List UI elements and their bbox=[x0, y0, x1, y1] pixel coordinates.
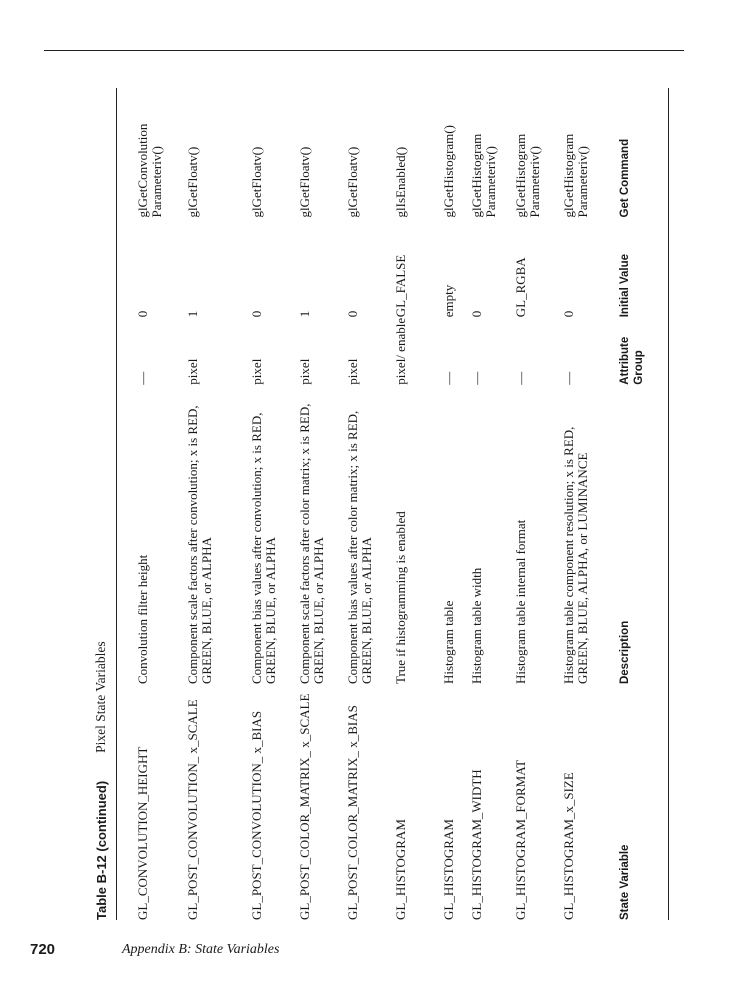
cell-attribute-group: pixel bbox=[249, 358, 264, 385]
cell-description: Component scale factors after convolution; x is RED, GREEN, BLUE, or ALPHA bbox=[185, 405, 214, 685]
rotated-table-region bbox=[88, 80, 670, 920]
table-bottom-rule bbox=[116, 88, 117, 920]
cell-get-command: glGetFloatv() bbox=[297, 146, 312, 218]
cell-description: Histogram table internal format bbox=[513, 519, 528, 685]
table-row bbox=[186, 88, 250, 920]
cell-state-variable: GL_HISTOGRAM_x_SIZE bbox=[561, 772, 576, 920]
header-row bbox=[618, 88, 658, 920]
cell-attribute-group: pixel bbox=[185, 358, 200, 385]
table-row bbox=[442, 88, 470, 920]
pixel-state-table bbox=[136, 88, 658, 920]
cell-attribute-group: — bbox=[513, 371, 528, 385]
cell-description: Component scale factors after color matrix; x is RED, GREEN, BLUE, or ALPHA bbox=[297, 403, 326, 685]
cell-state-variable: GL_HISTOGRAM_FORMAT bbox=[513, 759, 528, 920]
table-top-rule bbox=[668, 88, 669, 920]
table-row bbox=[298, 88, 346, 920]
header-description: Description bbox=[619, 620, 631, 685]
cell-get-command: glGetFloatv() bbox=[185, 146, 200, 218]
cell-description: Convolution filter height bbox=[135, 554, 150, 685]
table-body bbox=[136, 88, 618, 920]
table-label: Table B-12 (continued) bbox=[93, 780, 109, 920]
table-title: Pixel State Variables bbox=[93, 641, 108, 753]
cell-initial-value: empty bbox=[441, 284, 456, 318]
cell-attribute-group: pixel bbox=[345, 358, 360, 385]
cell-initial-value: 1 bbox=[297, 310, 312, 318]
table-row bbox=[562, 88, 618, 920]
cell-get-command: glGetHistogram Parameteriv() bbox=[469, 133, 498, 218]
cell-initial-value: GL_FALSE bbox=[393, 254, 408, 318]
table-header bbox=[618, 88, 658, 920]
cell-description: Histogram table bbox=[441, 600, 456, 685]
cell-get-command: glIsEnabled() bbox=[393, 146, 408, 218]
cell-attribute-group: pixel bbox=[297, 358, 312, 385]
cell-state-variable: GL_HISTOGRAM bbox=[441, 819, 456, 920]
table-caption bbox=[88, 641, 114, 920]
cell-state-variable: GL_POST_COLOR_MATRIX_ x_BIAS bbox=[345, 705, 360, 920]
cell-description: Histogram table component resolution; x is RED, GREEN, BLUE, ALPHA, or LUMINANCE bbox=[561, 426, 590, 685]
cell-state-variable: GL_HISTOGRAM_WIDTH bbox=[469, 769, 484, 920]
page-number: 720 bbox=[30, 941, 56, 958]
cell-initial-value: 0 bbox=[345, 310, 360, 318]
table-row bbox=[470, 88, 514, 920]
cell-get-command: glGetHistogram() bbox=[441, 125, 456, 218]
cell-state-variable: GL_POST_CONVOLUTION_ x_SCALE bbox=[185, 699, 200, 920]
page-top-rule bbox=[44, 50, 684, 51]
cell-initial-value: GL_RGBA bbox=[513, 257, 528, 318]
header-attribute-group: Attribute Group bbox=[619, 336, 645, 385]
cell-attribute-group: — bbox=[441, 371, 456, 385]
cell-state-variable: GL_POST_COLOR_MATRIX_ x_SCALE bbox=[297, 693, 312, 920]
cell-initial-value: 0 bbox=[249, 310, 264, 318]
cell-attribute-group: — bbox=[561, 371, 576, 385]
header-get-command: Get Command bbox=[619, 138, 631, 218]
cell-description: Component bias values after color matrix; x is RED, GREEN, BLUE, or ALPHA bbox=[345, 410, 374, 685]
cell-get-command: glGetConvolution Parameteriv() bbox=[135, 123, 164, 218]
cell-description: Component bias values after convolution; x is RED, GREEN, BLUE, or ALPHA bbox=[249, 412, 278, 685]
cell-initial-value: 1 bbox=[185, 310, 200, 318]
running-title: Appendix B: State Variables bbox=[122, 942, 280, 957]
table-row bbox=[250, 88, 298, 920]
table-row bbox=[394, 88, 442, 920]
table-row bbox=[346, 88, 394, 920]
cell-get-command: glGetFloatv() bbox=[345, 146, 360, 218]
cell-initial-value: 0 bbox=[135, 310, 150, 318]
cell-get-command: glGetHistogram Parameteriv() bbox=[561, 133, 590, 218]
header-initial-value: Initial Value bbox=[619, 253, 631, 318]
table-row bbox=[514, 88, 562, 920]
cell-state-variable: GL_POST_CONVOLUTION_ x_BIAS bbox=[249, 710, 264, 920]
cell-attribute-group: — bbox=[135, 371, 150, 385]
cell-initial-value: 0 bbox=[561, 310, 576, 318]
cell-attribute-group: pixel/ enable bbox=[393, 317, 408, 385]
cell-state-variable: GL_HISTOGRAM bbox=[393, 819, 408, 920]
header-state-variable: State Variable bbox=[619, 844, 631, 920]
cell-get-command: glGetHistogram Parameteriv() bbox=[513, 133, 542, 218]
cell-attribute-group: — bbox=[469, 371, 484, 385]
cell-get-command: glGetFloatv() bbox=[249, 146, 264, 218]
table-row bbox=[136, 88, 186, 920]
cell-description: True if histogramming is enabled bbox=[393, 511, 408, 685]
cell-initial-value: 0 bbox=[469, 310, 484, 318]
cell-state-variable: GL_CONVOLUTION_HEIGHT bbox=[135, 746, 150, 920]
cell-description: Histogram table width bbox=[469, 567, 484, 685]
